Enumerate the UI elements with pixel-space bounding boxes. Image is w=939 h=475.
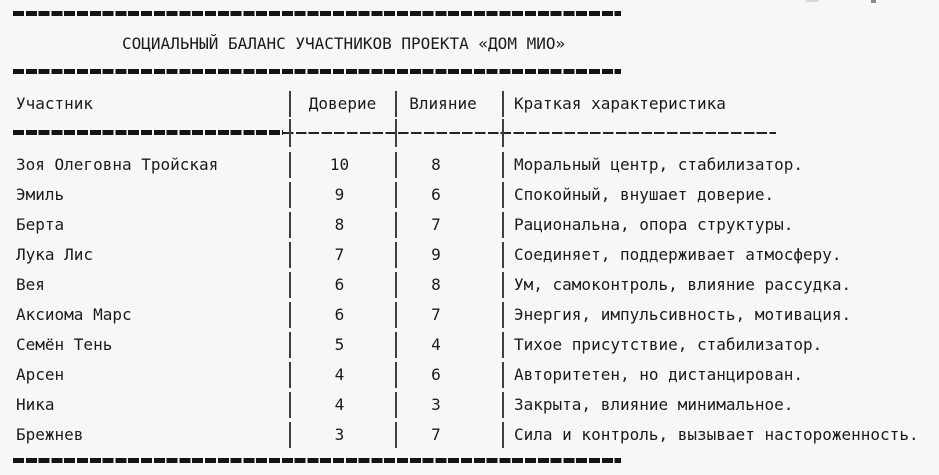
participant-name: Берта [16, 215, 65, 234]
influence-value: 7 [431, 215, 441, 234]
trust-value: 5 [334, 335, 345, 354]
description-text: Рациональна, опора структуры. [514, 215, 794, 234]
table-row [0, 300, 939, 330]
table-row [0, 390, 939, 420]
participant-name: Арсен [16, 365, 65, 384]
top-edge-artifact [806, 0, 819, 2]
column-separator [289, 119, 291, 147]
description-text: Спокойный, внушает доверие. [514, 185, 775, 204]
title-rule [13, 69, 621, 74]
column-separator [502, 242, 504, 268]
column-separator [502, 212, 504, 238]
table-row [0, 180, 939, 210]
influence-value: 4 [431, 335, 441, 354]
description-text: Энергия, импульсивность, мотивация. [514, 305, 852, 324]
table-row [0, 150, 939, 180]
influence-value: 6 [431, 365, 441, 384]
description-text: Соединяет, поддерживает атмосферу. [514, 245, 842, 264]
trust-value: 8 [334, 215, 345, 234]
column-separator [502, 272, 504, 298]
column-separator [502, 422, 504, 448]
influence-value: 6 [431, 185, 441, 204]
description-text: Ум, самоконтроль, влияние рассудка. [514, 275, 852, 294]
participant-name: Ника [16, 395, 55, 414]
description-text: Закрыта, влияние минимальное. [514, 395, 794, 414]
column-separator [502, 302, 504, 328]
table-row [0, 330, 939, 360]
trust-value: 7 [334, 245, 345, 264]
table-row [0, 270, 939, 300]
trust-value: 3 [334, 425, 345, 444]
trust-value: 6 [334, 305, 345, 324]
column-separator [502, 362, 504, 388]
column-header-description: Краткая характеристика [514, 94, 726, 113]
participant-name: Аксиома Марс [16, 305, 132, 324]
table-row [0, 360, 939, 390]
influence-value: 8 [431, 155, 441, 174]
influence-value: 7 [431, 425, 441, 444]
column-separator [502, 91, 504, 117]
influence-value: 3 [431, 395, 441, 414]
participant-name: Лука Лис [16, 245, 94, 264]
bottom-rule [13, 458, 621, 463]
divider-heavy-segment [13, 130, 283, 135]
influence-value: 8 [431, 275, 441, 294]
column-separator [502, 152, 504, 178]
table-row [0, 420, 939, 450]
participant-name: Брежнев [16, 425, 84, 444]
column-separator [502, 392, 504, 418]
divider-thin-segment [283, 132, 776, 134]
column-separator [502, 182, 504, 208]
participant-name: Семён Тень [16, 335, 113, 354]
column-header-influence: Влияние [409, 94, 477, 113]
top-rule [13, 11, 621, 16]
table-row [0, 210, 939, 240]
table-title: СОЦИАЛЬНЫЙ БАЛАНС УЧАСТНИКОВ ПРОЕКТА «ДОМ МИО» [122, 34, 566, 53]
trust-value: 4 [334, 365, 345, 384]
column-header-trust: Доверие [308, 94, 377, 113]
column-separator [502, 332, 504, 358]
header-divider [0, 119, 939, 147]
influence-value: 9 [431, 245, 441, 264]
description-text: Сила и контроль, вызывает настороженность. [514, 425, 919, 444]
column-separator [502, 119, 504, 147]
table-row [0, 240, 939, 270]
column-separator [395, 119, 397, 147]
top-edge-artifact [871, 0, 876, 3]
participant-name: Вея [16, 275, 45, 294]
trust-value: 10 [329, 155, 350, 174]
table-header-row [0, 89, 939, 119]
description-text: Моральный центр, стабилизатор. [514, 155, 803, 174]
participant-name: Зоя Олеговна Тройская [16, 155, 219, 174]
influence-value: 7 [431, 305, 441, 324]
description-text: Авторитетен, но дистанцирован. [514, 365, 803, 384]
column-header-participant: Участник [16, 94, 94, 113]
trust-value: 6 [334, 275, 345, 294]
trust-value: 9 [334, 185, 345, 204]
trust-value: 4 [334, 395, 345, 414]
description-text: Тихое присутствие, стабилизатор. [514, 335, 823, 354]
participant-name: Эмиль [16, 185, 65, 204]
